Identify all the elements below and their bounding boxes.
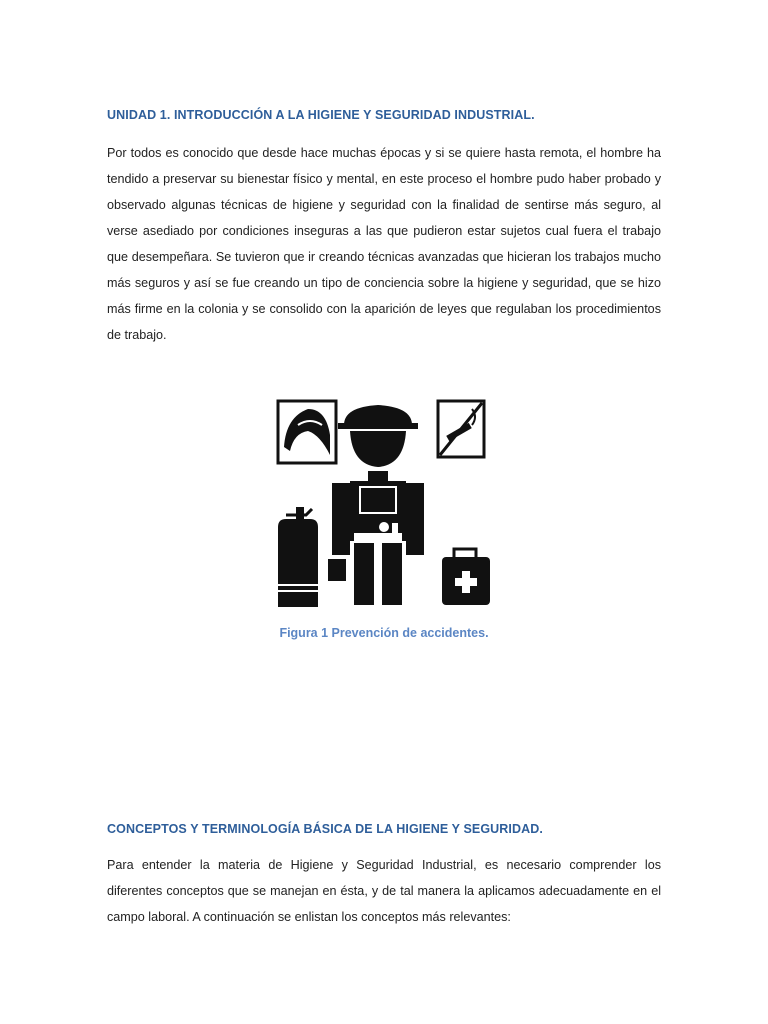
- intro-paragraph: Por todos es conocido que desde hace muchas épocas y si se quiere hasta remota, el hombre ha tendido a preservar su bienestar físico y mental, en este proceso el hombre pudo haber probado y observado algunas técnicas de higiene y seguridad con la finalidad de sentirse más seguro, al verse asediado por condiciones inseguras a las que pudieron estar sujetos cual fuera el trabajo que desempeñara. Se tuvieron que ir creando técnicas avanzadas que hicieran los trabajos mucho más seguros y así se fue creando un tipo de conciencia sobre la higiene y seguridad, que se hizo más firme en la colonia y se consolido con la aparición de leyes que regulaban los procedimientos de trabajo.: [107, 146, 661, 342]
- worker-icon: [328, 405, 424, 605]
- accident-prevention-figure: [272, 395, 498, 610]
- no-smoking-sign-icon: [438, 401, 484, 457]
- concepts-paragraph: Para entender la materia de Higiene y Seguridad Industrial, es necesario comprender los diferentes conceptos que se manejan en ésta, y de tal manera la aplicamos adecuadamente en el campo laboral. A continuación se enlistan los conceptos más relevantes:: [107, 858, 661, 924]
- section-heading-intro: UNIDAD 1. INTRODUCCIÓN A LA HIGIENE Y SEGURIDAD INDUSTRIAL.: [107, 108, 535, 122]
- figure-caption: Figura 1 Prevención de accidentes.: [279, 626, 489, 640]
- section-heading-concepts: CONCEPTOS Y TERMINOLOGÍA BÁSICA DE LA HIGIENE Y SEGURIDAD.: [107, 822, 543, 836]
- fire-extinguisher-icon: [278, 507, 318, 607]
- hard-hat-sign-icon: [278, 401, 336, 463]
- first-aid-kit-icon: [442, 549, 490, 605]
